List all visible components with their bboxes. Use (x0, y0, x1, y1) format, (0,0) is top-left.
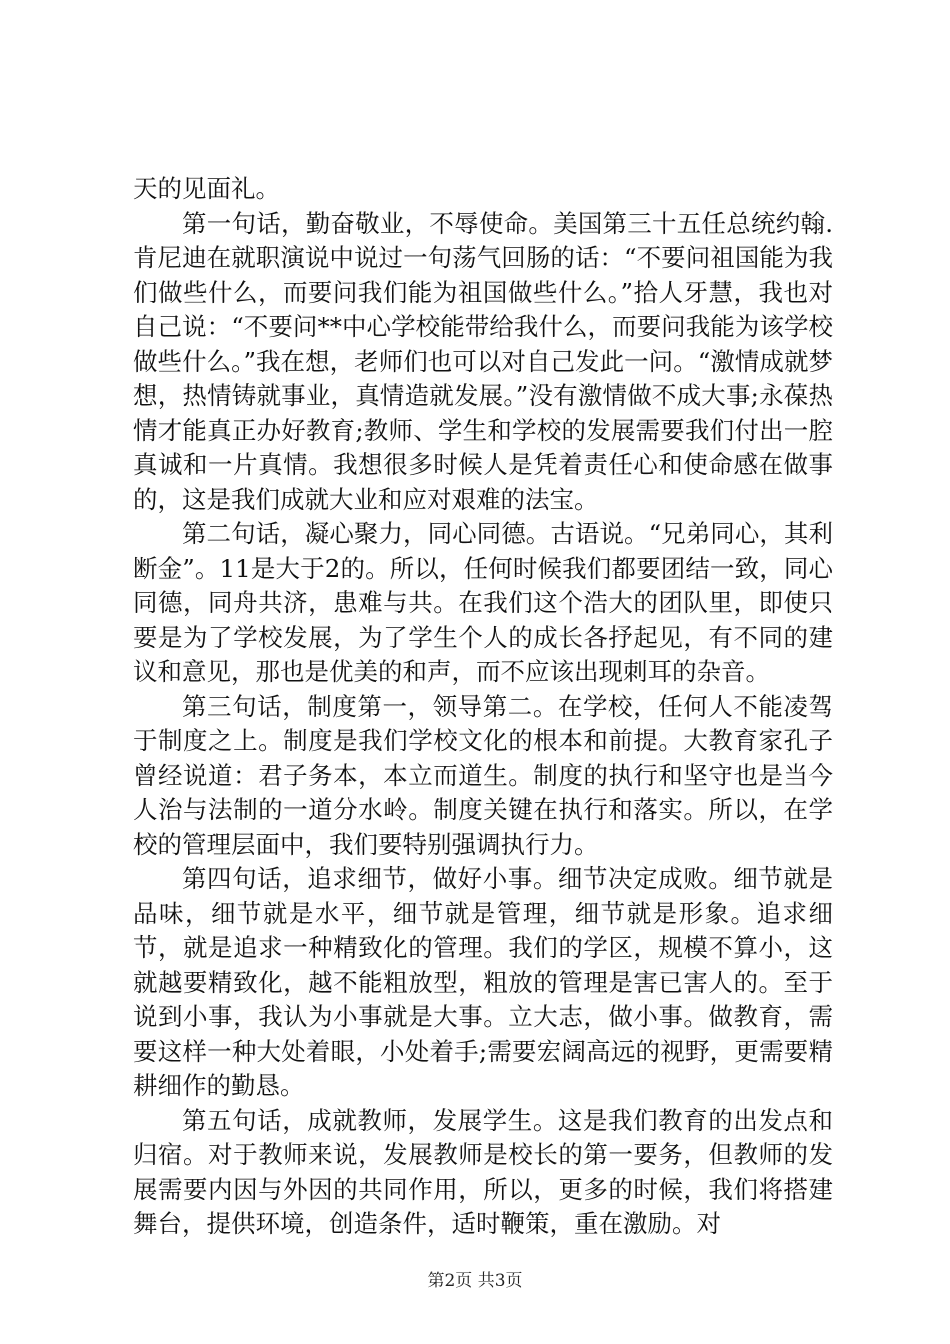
page-number-footer: 第2页 共3页 (427, 1271, 523, 1291)
paragraph-continuation: 天的见面礼。 (133, 174, 280, 203)
paragraph-first-phrase: 第一句话，勤奋敬业，不辱使命。美国第三十五任总统约翰.肯尼迪在就职演说中说过一句荡气回肠的话：“不要问祖国能为我们做些什么，而要问我们能为祖国做些什么。”拾人牙慧，我也对自己说：“不要问**中心学校能带给我什么，而要问我能为该学校做些什么。”我在想，老师们也可以对自己发此一问。“激情成就梦想，热情铸就事业，真情造就发展。”没有激情做不成大事;永葆热情才能真正办好教育;教师、学生和学校的发展需要我们付出一腔真诚和一片真情。我想很多时候人是凭着责任心和使命感在做事的，这是我们成就大业和应对艰难的法宝。 (133, 208, 833, 514)
paragraph-second-phrase: 第二句话，凝心聚力，同心同德。古语说。“兄弟同心，其利断金”。11是大于2的。所以，任何时候我们都要团结一致，同心同德，同舟共济，患难与共。在我们这个浩大的团队里，即使只要是为了学校发展，为了学生个人的成长各抒起见，有不同的建议和意见，那也是优美的和声，而不应该出现刺耳的杂音。 (133, 519, 833, 686)
paragraph-fourth-phrase: 第四句话，追求细节，做好小事。细节决定成败。细节就是品味，细节就是水平，细节就是管理，细节就是形象。追求细节，就是追求一种精致化的管理。我们的学区，规模不算小，这就越要精致化，越不能粗放型，粗放的管理是害已害人的。至于说到小事，我认为小事就是大事。立大志，做小事。做教育，需要这样一种大处着眼，小处着手;需要宏阔高远的视野，更需要精耕细作的勤恳。 (133, 864, 833, 1100)
document-body (133, 172, 833, 1242)
paragraph-third-phrase: 第三句话，制度第一，领导第二。在学校，任何人不能凌驾于制度之上。制度是我们学校文化的根本和前提。大教育家孔子曾经说道：君子务本，本立而道生。制度的执行和坚守也是当今人治与法制的一道分水岭。制度关键在执行和落实。所以，在学校的管理层面中，我们要特别强调执行力。 (133, 691, 833, 859)
paragraph-fifth-phrase: 第五句话，成就教师，发展学生。这是我们教育的出发点和归宿。对于教师来说，发展教师是校长的第一要务，但教师的发展需要内因与外因的共同作用，所以，更多的时候，我们将搭建舞台，提供环境，创造条件，适时鞭策，重在激励。对 (133, 1105, 833, 1238)
